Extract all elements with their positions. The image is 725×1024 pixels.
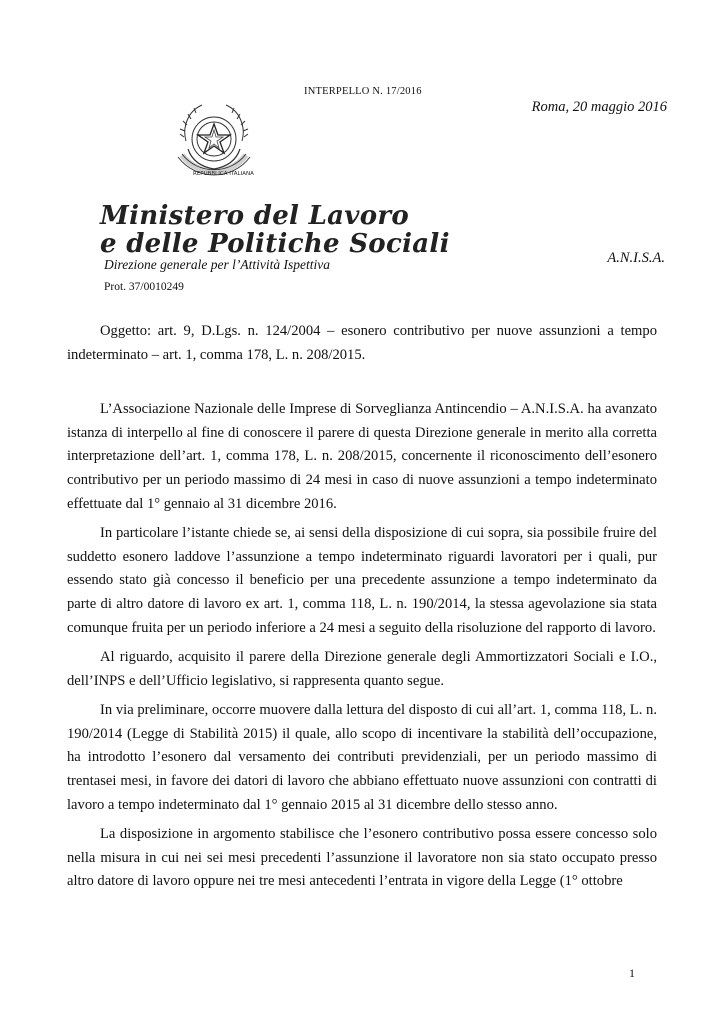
body-paragraph-3: Al riguardo, acquisito il parere della Direzione generale degli Ammortizzatori Sociali e I.O., dell’INPS e dell’Ufficio legislativo, si rappresenta quanto segue. (67, 649, 657, 689)
subject (67, 320, 657, 367)
ministry-name (100, 202, 450, 258)
interpello-number: INTERPELLO N. 17/2016 (304, 86, 422, 97)
document-body (67, 398, 657, 900)
protocol-number: Prot. 37/0010249 (104, 281, 184, 293)
body-paragraph-4: In via preliminare, occorre muovere dalla lettura del disposto di cui all’art. 1, comma 118, L. n. 190/2014 (Legge di Stabilità 2015) il quale, allo scopo di incentivare la stabilità dell’occupazione, ha introdotto l’esonero dal versamento dei contributi previdenziali, per un periodo massimo di trentasei mesi, in favore dei datori di lavoro che abbiano effettuato nuove assunzioni con contratti di lavoro a tempo indeterminato dal 1° gennaio 2015 al 31 dicembre dello stesso anno. (67, 701, 657, 813)
italian-republic-emblem-icon (168, 97, 260, 185)
body-paragraph-5: La disposizione in argomento stabilisce che l’esonero contributivo possa essere concesso solo nella misura in cui nei sei mesi precedenti l’assunzione il lavoratore non sia stato occupato presso altro datore di lavoro oppure nei tre mesi antecedenti l’entrata in vigore della Legge (1° ottobre (67, 825, 657, 890)
recipient: A.N.I.S.A. (607, 250, 665, 266)
body-paragraph-2: In particolare l’istante chiede se, ai sensi della disposizione di cui sopra, sia possibile fruire del suddetto esonero laddove l’assunzione a tempo indeterminato riguardi lavoratori per i quali, pur essendo stato già concesso il beneficio per una precedente assunzione a tempo indeterminato da parte di altro datore di lavoro ex art. 1, comma 118, L. n. 190/2014, la stessa agevolazione sia stata comunque fruita per un periodo inferiore a 24 mesi a seguito della risoluzione del rapporto di lavoro. (67, 525, 657, 636)
body-paragraph-1: L’Associazione Nazionale delle Imprese di Sorveglianza Antincendio – A.N.I.S.A. ha avanzato istanza di interpello al fine di conoscere il parere di questa Direzione generale in merito alla corretta interpretazione dell’art. 1, comma 178, L. n. 208/2015, concernente il riconoscimento dell’esonero contributivo per un periodo massimo di 24 mesi in caso di nuove assunzioni a tempo indeterminato effettuate dal 1° gennaio al 31 dicembre 2016. (67, 401, 657, 512)
department-name: Direzione generale per l’Attività Ispettiva (104, 257, 330, 272)
emblem-text: REPUBBLICA ITALIANA (193, 171, 254, 177)
ministry-line-1: Ministero del Lavoro (100, 201, 409, 231)
page-number: 1 (629, 966, 635, 980)
subject-text: Oggetto: art. 9, D.Lgs. n. 124/2004 – esonero contributivo per nuove assunzioni a tempo indeterminato – art. 1, comma 178, L. n. 208/2015. (67, 323, 657, 363)
ministry-line-2: e delle Politiche Sociali (100, 229, 450, 259)
document-date: Roma, 20 maggio 2016 (531, 99, 667, 115)
